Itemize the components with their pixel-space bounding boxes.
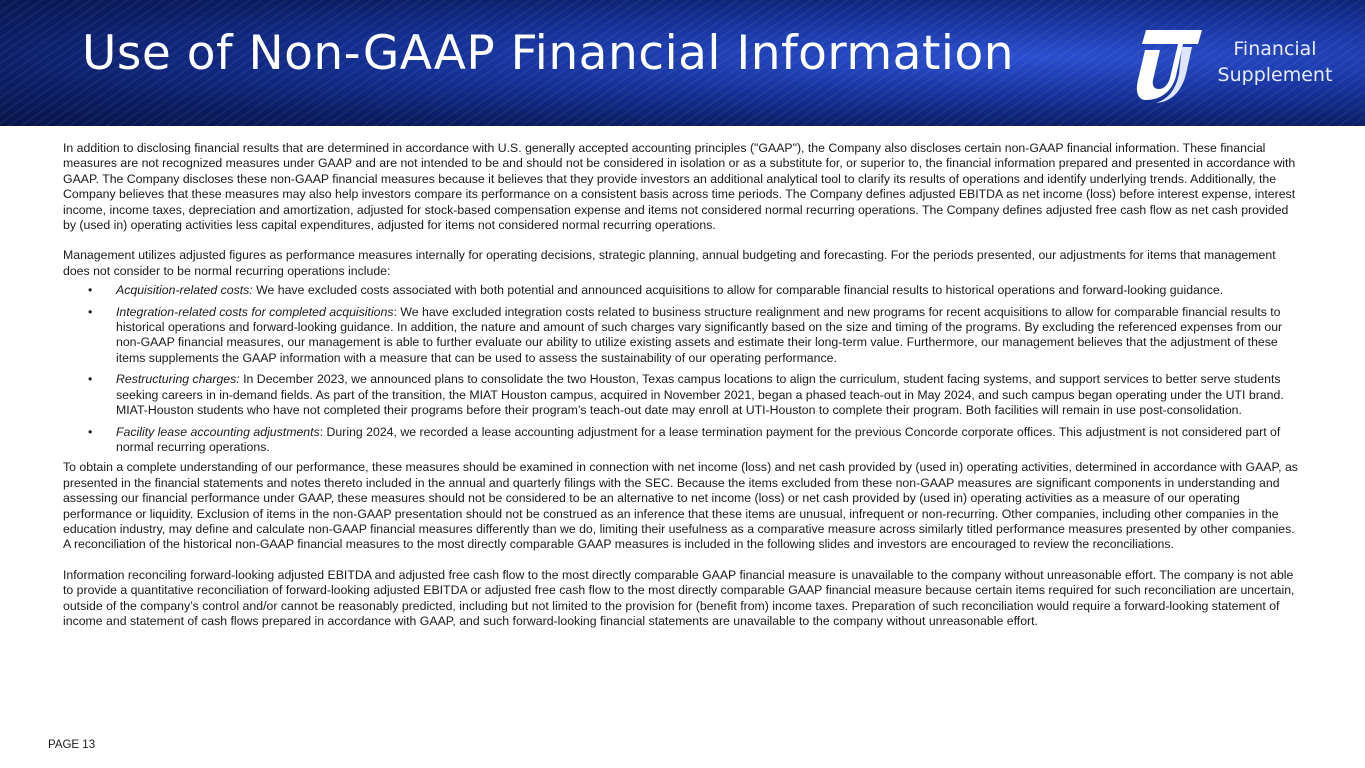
uti-logo-icon: [1136, 28, 1204, 104]
adjustments-list: [63, 283, 1303, 455]
spacer: [63, 233, 1303, 248]
page-number: PAGE 13: [48, 739, 96, 751]
bullet-term: Facility lease accounting adjustments: [116, 424, 320, 439]
paragraph-management: Management utilizes adjusted figures as performance measures internally for operating decisions, strategic planning, annual budgeting and forecasting. For the periods presented, our adjustments for items that management does not consider to be normal recurring operations include:: [63, 248, 1276, 278]
bullet-text: : During 2024, we recorded a lease accounting adjustment for a lease termination payment for the previous Concorde corporate offices. This adjustment is not considered part of normal recurring operations.: [116, 424, 1281, 454]
list-item: [63, 283, 1303, 298]
paragraph-intro: In addition to disclosing financial results that are determined in accordance with U.S. generally accepted accounting principles ("GAAP"), the Company also discloses certain non-GAAP financial information. These financial measures are not recognized measures under GAAP and are not intended to be and should not be considered in isolation or as a substitute for, or superior to, the financial information prepared and presented in accordance with GAAP. The Company discloses these non-GAAP financial measures because it believes that they provide investors an additional analytical tool to clarify its results of operations and identify underlying trends. Additionally, the Company believes that these measures may also help investors compare its performance on a consistent basis across time periods. The Company defines adjusted EBITDA as net income (loss) before interest expense, interest income, income taxes, depreciation and amortization, adjusted for stock-based compensation expense and items not considered normal recurring operations. The Company defines adjusted free cash flow as net cash provided by (used in) operating activities less capital expenditures, adjusted for items not considered normal recurring operations.: [63, 141, 1296, 233]
header-banner: [0, 0, 1365, 126]
bullet-marker: •: [88, 304, 93, 319]
list-item: [63, 305, 1303, 367]
bullet-text: We have excluded costs associated with both potential and announced acquisitions to allow for comparable financial results to historical operations and forward-looking guidance.: [252, 283, 1224, 298]
bullet-marker: •: [88, 424, 93, 439]
bullet-term: Integration-related costs for completed acquisitions: [116, 304, 394, 319]
paragraph-reconciliation: Information reconciling forward-looking adjusted EBITDA and adjusted free cash flow to the most directly comparable GAAP financial measure is unavailable to the company without unreasonable effort. The company is not able to provide a quantitative reconciliation of forward-looking adjusted EBITDA or adjusted free cash flow to the most directly comparable GAAP financial measure because certain items required for such reconciliation are uncertain, outside of the company’s control and/or cannot be reasonably predicted, including but not limited to the provision for (benefit from) income taxes. Preparation of such reconciliation would require a forward-looking statement of income and statement of cash flows prepared in accordance with GAAP, and such forward-looking financial statements are unavailable to the company without unreasonable effort.: [63, 567, 1295, 628]
page-title: Use of Non-GAAP Financial Information: [82, 26, 1014, 81]
spacer: [63, 553, 1303, 568]
main-content: [63, 141, 1303, 629]
list-item: [63, 425, 1303, 456]
bullet-marker: •: [88, 372, 93, 387]
paragraph-understanding: To obtain a complete understanding of our performance, these measures should be examined in connection with net income (loss) and net cash provided by (used in) operating activities, determined in accordance with GAAP, as presented in the financial statements and notes thereto included in the annual and quarterly filings with the SEC. Because the items excluded from these non-GAAP measures are significant components in understanding and assessing our financial performance under GAAP, these measures should not be considered to be an alternative to net income (loss) or net cash provided by (used in) operating activities as a measure of our operating performance or liquidity. Exclusion of items in the non-GAAP presentation should not be construed as an inference that these items are unusual, infrequent or non-recurring. Other companies, including other companies in the education industry, may define and calculate non-GAAP financial measures differently than we do, limiting their usefulness as a comparative measure across similarly titled performance measures presented by other companies. A reconciliation of the historical non-GAAP financial measures to the most directly comparable GAAP measures is included in the following slides and investors are encouraged to review the reconciliations.: [63, 460, 1298, 552]
bullet-term: Acquisition-related costs:: [116, 283, 253, 298]
list-item: [63, 372, 1303, 418]
bullet-text: : We have excluded integration costs related to business structure realignment and new programs for recent acquisitions to allow for comparable financial results to historical operations and forward-looking guidance. In addition, the nature and amount of such charges vary significantly based on the size and timing of the programs. By excluding the referenced expenses from our non-GAAP financial measures, our management is able to further evaluate our ability to utilize existing assets and estimate their long-term value. Furthermore, our management believes that the adjustment of these items supplements the GAAP information with a measure that can be used to assess the sustainability of our operating performance.: [116, 304, 1283, 365]
bullet-term: Restructuring charges:: [116, 372, 240, 387]
financial-supplement-label: [1214, 36, 1336, 88]
bullet-text: In December 2023, we announced plans to consolidate the two Houston, Texas campus locations to align the curriculum, student facing systems, and support services to better serve students seeking careers in in-demand fields. As part of the transition, the MIAT Houston campus, acquired in November 2021, began a phased teach-out in May 2024, and such campus began operating under the UTI brand. MIAT-Houston students who have not completed their programs before their program’s teach-out date may enroll at UTI-Houston to complete their program. Both facilities will remain in use post-consolidation.: [116, 372, 1284, 418]
bullet-marker: •: [88, 283, 93, 298]
supplement-line-1: Financial: [1233, 38, 1317, 60]
supplement-line-2: Supplement: [1217, 64, 1333, 86]
